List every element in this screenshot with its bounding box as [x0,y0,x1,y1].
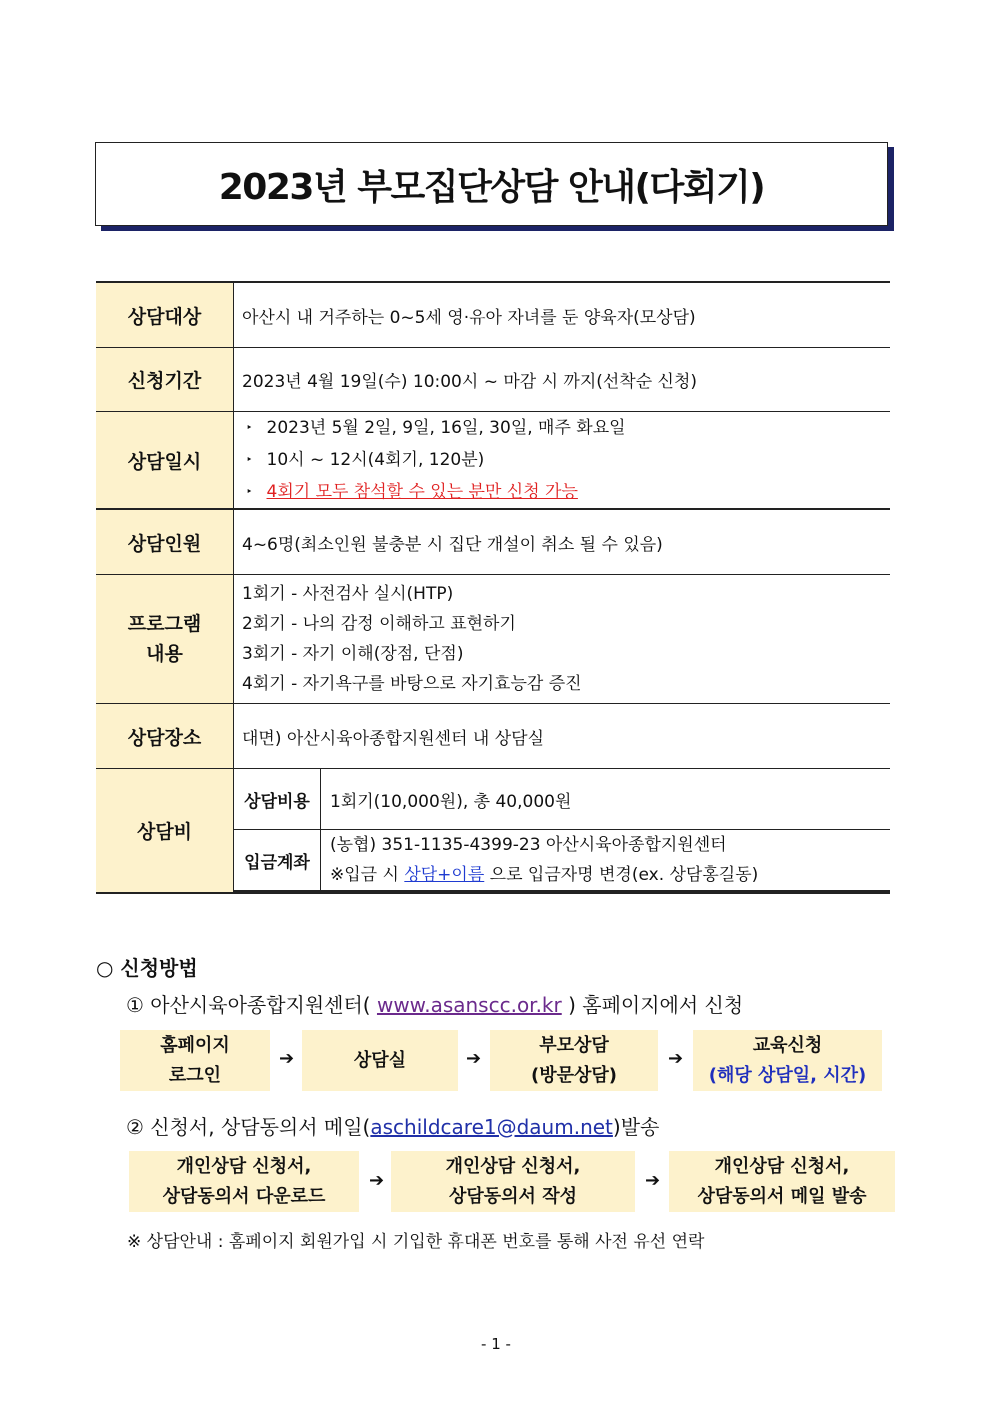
value-period: 2023년 4월 19일(수) 10:00시 ~ 마감 시 까지(선착순 신청) [234,348,891,412]
value-schedule [234,412,891,510]
flow2-write: 개인상담 신청서, 상담동의서 작성 [391,1151,635,1212]
row-capacity [96,509,890,575]
program-item: 1회기 - 사전검사 실시(HTP) [242,584,454,604]
row-target [96,282,890,348]
value-target: 아산시 내 거주하는 0~5세 영·유아 자녀를 둔 양육자(모상담) [234,282,891,348]
program-item: 2회기 - 나의 감정 이해하고 표현하기 [242,614,516,634]
apply-heading: ○ 신청방법 [96,956,198,980]
schedule-item: ‣ 2023년 5월 2일, 9일, 16일, 30일, 매주 화요일 [246,418,626,438]
arrow-right-icon: ➔ [279,1048,295,1069]
homepage-link[interactable]: www.asanscc.or.kr [376,993,562,1017]
row-schedule [96,412,890,510]
bullet-icon: ‣ [246,421,253,434]
label-fee: 상담비 [96,769,234,894]
apply-step1: ① 아산시육아종합지원센터( www.asanscc.or.kr ) 홈페이지에서 신청 [126,993,744,1017]
value-program [234,575,891,704]
fee-table [234,769,890,892]
row-period [96,348,890,412]
page-number: - 1 - [481,1335,511,1353]
flow1-edu-apply: 교육신청 (해당 상담일, 시간) [693,1030,882,1091]
arrow-right-icon: ➔ [466,1048,482,1069]
row-fee [96,769,890,894]
label-schedule: 상담일시 [96,412,234,510]
schedule-warning: 4회기 모두 참석할 수 있는 분만 신청 가능 [266,482,578,502]
flow2-send: 개인상담 신청서, 상담동의서 메일 발송 [669,1151,895,1212]
page-title: 2023년 부모집단상담 안내(다회기) [218,166,765,208]
flow1-counsel-room: 상담실 [302,1030,458,1091]
flow1-login: 홈페이지 로그인 [120,1030,270,1091]
deposit-name-format: 상담+이름 [404,865,485,885]
program-item: 3회기 - 자기 이해(장점, 단점) [242,644,464,664]
value-fee-account: (농협) 351-1135-4399-23 아산시육아종합지원센터 ※입금 시 상담+이름 으로 입금자명 변경(ex. 상담홍길동) [321,830,891,892]
label-period: 신청기간 [96,348,234,412]
info-table [96,281,890,894]
program-item: 4회기 - 자기욕구를 바탕으로 자기효능감 증진 [242,674,582,694]
row-program [96,575,890,704]
bullet-icon: ‣ [246,485,253,498]
label-target: 상담대상 [96,282,234,348]
schedule-item: ‣ 10시 ~ 12시(4회기, 120분) [246,450,485,470]
label-fee-cost: 상담비용 [234,769,321,830]
label-capacity: 상담인원 [96,509,234,575]
value-fee-cost: 1회기(10,000원), 총 40,000원 [321,769,891,830]
bullet-icon: ‣ [246,453,253,466]
flow1-parent-counsel: 부모상담 (방문상담) [490,1030,658,1091]
arrow-right-icon: ➔ [645,1170,661,1191]
apply-step2: ② 신청서, 상담동의서 메일(aschildcare1@daum.net)발송 [126,1115,660,1139]
value-capacity: 4~6명(최소인원 불충분 시 집단 개설이 취소 될 수 있음) [234,509,891,575]
value-location: 대면) 아산시육아종합지원센터 내 상담실 [234,704,891,769]
arrow-right-icon: ➔ [369,1170,385,1191]
email-link[interactable]: aschildcare1@daum.net [370,1115,613,1139]
arrow-right-icon: ➔ [668,1048,684,1069]
title-box [95,142,888,226]
contact-note: ※ 상담안내 : 홈페이지 회원가입 시 기입한 휴대폰 번호를 통해 사전 유선 연락 [127,1232,705,1252]
schedule-item [242,476,890,508]
flow2-download: 개인상담 신청서, 상담동의서 다운로드 [129,1151,359,1212]
label-location: 상담장소 [96,704,234,769]
value-fee [234,769,891,894]
label-program: 프로그램 내용 [96,575,234,704]
label-fee-account: 입금계좌 [234,830,321,892]
row-location [96,704,890,769]
